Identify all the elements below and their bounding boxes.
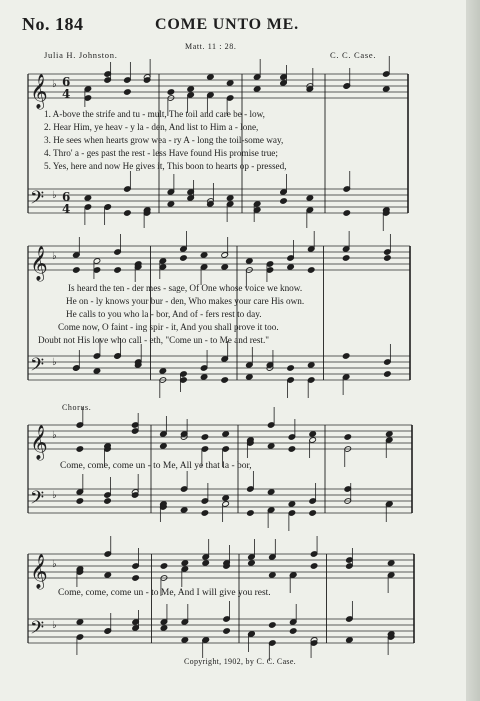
note-head: [202, 560, 210, 567]
scripture-reference: Matt. 11 : 28.: [185, 42, 237, 51]
note-head: [159, 368, 167, 375]
note-head: [226, 80, 234, 87]
key-signature-flat: ♭: [52, 620, 57, 631]
time-signature: 6: [62, 75, 71, 89]
lyric-line: 2. Hear Him, ye heav - y la - den, And list to Him a - lone,: [44, 122, 259, 132]
note-head: [309, 510, 317, 517]
note-head: [221, 377, 229, 384]
note-head: [307, 267, 315, 274]
note-head: [253, 86, 261, 93]
note-head: [306, 195, 314, 202]
note-head: [384, 371, 392, 378]
note-head: [310, 563, 318, 570]
bass-clef: 𝄢: [30, 488, 45, 513]
bass-clef: 𝄢: [30, 618, 45, 643]
key-signature-flat: ♭: [52, 190, 57, 201]
note-head: [226, 195, 234, 202]
note-head: [246, 374, 254, 381]
key-signature-flat: ♭: [52, 490, 57, 501]
note-head: [287, 264, 295, 271]
note-head: [181, 637, 189, 644]
key-signature-flat: ♭: [52, 79, 57, 90]
note-head: [307, 362, 315, 369]
note-head: [180, 507, 188, 514]
lyric-line: Is heard the ten - der mes - sage, Of One whose voice we know.: [68, 283, 303, 293]
composer: C. C. Case.: [330, 50, 377, 60]
lyric-line: 4. Thro' a - ges past the rest - less Have found His promise true;: [44, 148, 278, 158]
treble-clef: 𝄞: [30, 246, 48, 281]
lyric-line: 5. Yes, here and now He gives it, This boon to hearts op - pressed,: [44, 161, 287, 171]
note-head: [289, 628, 297, 635]
note-head: [247, 510, 255, 517]
note-head: [200, 374, 208, 381]
note-head: [73, 267, 81, 274]
note-head: [344, 434, 352, 441]
note-head: [287, 365, 295, 372]
time-signature: 4: [62, 87, 71, 101]
note-head: [280, 198, 288, 205]
note-head: [382, 86, 390, 93]
lyric-line: 3. He sees when hearts grow wea - ry A - long the toil-some way,: [44, 135, 284, 145]
lyricist: Julia H. Johnston.: [44, 50, 118, 60]
note-head: [160, 625, 168, 632]
chorus-lyric-line-1: Come, come, come un - to Me, All ye that la - bor,: [60, 461, 252, 471]
note-head: [267, 489, 275, 496]
time-signature: 4: [62, 202, 71, 216]
note-head: [343, 210, 351, 217]
bass-clef: 𝄢: [30, 188, 45, 213]
key-signature-flat: ♭: [52, 430, 57, 441]
note-head: [200, 252, 208, 259]
note-head: [346, 637, 354, 644]
note-head: [132, 575, 140, 582]
time-signature: 6: [62, 190, 71, 204]
note-head: [223, 628, 231, 635]
treble-clef: 𝄞: [30, 554, 48, 589]
lyric-line: He calls to you who la - bor, And of - fers rest to day.: [66, 309, 262, 319]
note-head: [180, 255, 188, 262]
note-head: [246, 258, 254, 265]
lyric-line: Doubt not His love who call - eth, "Come un - to Me and rest.": [38, 335, 270, 345]
note-head: [181, 560, 189, 567]
key-signature-flat: ♭: [52, 559, 57, 570]
key-signature-flat: ♭: [52, 251, 57, 262]
note-head: [124, 89, 132, 96]
chorus-lyric-line-2: Come, come, come un - to Me, And I will give you rest.: [58, 588, 271, 598]
bass-clef: 𝄢: [30, 355, 45, 380]
hymn-title: COME UNTO ME.: [155, 16, 299, 33]
note-head: [385, 431, 393, 438]
note-head: [104, 572, 112, 579]
note-head: [187, 86, 195, 93]
lyric-line: Come now, O faint - ing spir - it, And you shall prove it too.: [58, 322, 279, 332]
note-head: [342, 255, 350, 262]
note-head: [288, 501, 296, 508]
note-head: [76, 498, 84, 505]
chorus-label: Chorus.: [62, 403, 92, 412]
note-head: [167, 201, 175, 208]
hymn-number: No. 184: [22, 14, 84, 34]
note-head: [84, 195, 92, 202]
note-head: [160, 563, 168, 570]
note-head: [267, 443, 275, 450]
note-head: [269, 572, 277, 579]
note-head: [288, 446, 296, 453]
note-head: [76, 619, 84, 626]
note-head: [221, 264, 229, 271]
key-signature-flat: ♭: [52, 357, 57, 368]
note-head: [248, 560, 256, 567]
note-head: [222, 495, 230, 502]
note-head: [167, 89, 175, 96]
note-head: [93, 368, 101, 375]
note-head: [114, 267, 122, 274]
note-head: [124, 210, 132, 217]
lyric-line: 1. A-bove the strife and tu - mult, The toil and care be - low,: [44, 109, 265, 119]
note-head: [104, 498, 112, 505]
copyright-notice: Copyright, 1902, by C. C. Case.: [184, 657, 296, 666]
note-head: [384, 255, 392, 262]
note-head: [309, 431, 317, 438]
note-head: [222, 431, 230, 438]
note-head: [207, 74, 215, 81]
note-head: [201, 434, 209, 441]
lyric-line: He on - ly knows your bur - den, Who makes your care His own.: [66, 296, 305, 306]
note-head: [387, 560, 395, 567]
note-head: [201, 510, 209, 517]
note-head: [269, 622, 277, 629]
note-head: [76, 446, 84, 453]
treble-clef: 𝄞: [30, 74, 48, 109]
treble-clef: 𝄞: [30, 425, 48, 460]
note-head: [342, 353, 350, 360]
note-head: [160, 443, 168, 450]
